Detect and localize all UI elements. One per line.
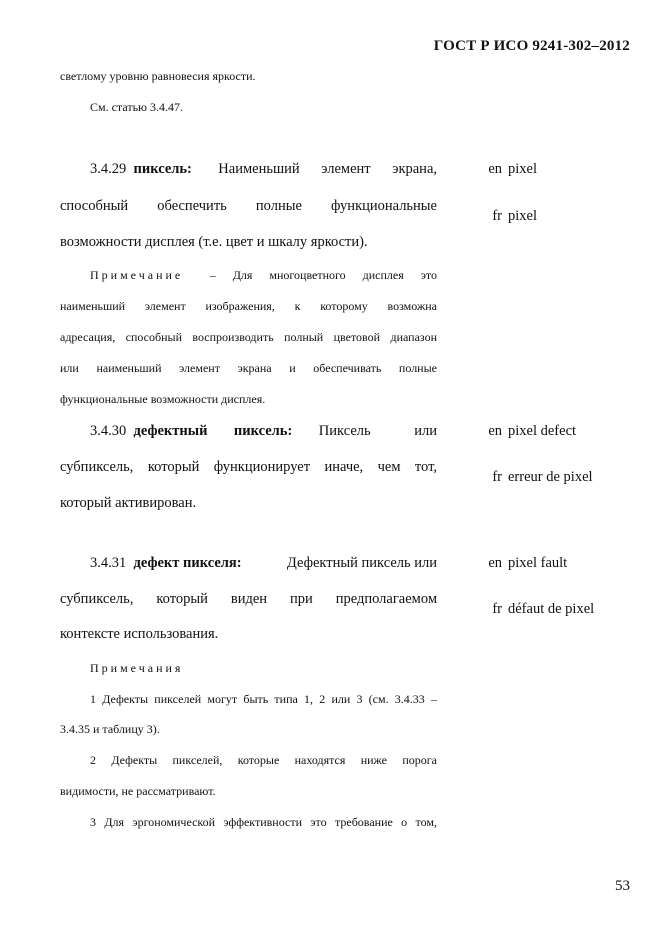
- definition-line: возможности дисплея (т.е. цвет и шкалу яркости).: [60, 234, 368, 250]
- english-term: pixel fault: [508, 555, 568, 571]
- french-term: pixel: [508, 208, 537, 224]
- translation-en: [480, 555, 567, 572]
- continuation-text: светлому уровню равновесия яркости.: [60, 69, 256, 83]
- translation-en: [480, 161, 537, 178]
- definition-line: контексте использования.: [60, 626, 219, 642]
- note-line: адресация, способный воспроизводить полный цветовой диапазон: [60, 330, 437, 344]
- note-label: Примечание: [90, 268, 184, 282]
- note-line: функциональные возможности дисплея.: [60, 392, 266, 406]
- english-term: pixel defect: [508, 423, 577, 439]
- term-3430-line1: [90, 423, 437, 440]
- lang-code: en: [488, 423, 502, 439]
- note-line: видимости, не рассматривают.: [60, 784, 216, 798]
- note-line: наименьший элемент изображения, к которому возможна: [60, 299, 437, 313]
- definition-line: который активирован.: [60, 495, 197, 511]
- definition-line: способный обеспечить полные функциональные: [60, 198, 437, 214]
- translation-fr: [480, 469, 593, 486]
- note-line: 2 Дефекты пикселей, которые находятся ниже порога: [90, 753, 437, 767]
- definition-line: субпиксель, который виден при предполагаемом: [60, 591, 437, 607]
- definition-start: Дефектный пиксель или: [286, 555, 437, 571]
- lang-code: fr: [492, 208, 502, 224]
- note-line: или наименьший элемент экрана и обеспечивать полные: [60, 361, 437, 375]
- english-term: pixel: [508, 161, 537, 177]
- lang-code: fr: [492, 601, 502, 617]
- note-line: 1 Дефекты пикселей могут быть типа 1, 2 или 3 (см. 3.4.33 –: [90, 692, 437, 706]
- term-3431-line1: [90, 555, 437, 572]
- lang-code: en: [488, 555, 502, 571]
- term-name: дефект пикселя:: [133, 555, 242, 571]
- term-number: 3.4.31: [90, 555, 127, 571]
- definition-start: Пиксель или: [318, 423, 437, 439]
- term-name: пиксель:: [233, 423, 293, 439]
- term-name: пиксель:: [133, 161, 192, 177]
- note-line: 3.4.35 и таблицу 3).: [60, 722, 160, 736]
- translation-fr: [480, 208, 537, 225]
- term-number: 3.4.30: [90, 423, 127, 439]
- term-3429-line1: [90, 161, 437, 178]
- note-line: [90, 268, 437, 283]
- lang-code: fr: [492, 469, 502, 485]
- definition-start: Наименьший элемент экрана,: [218, 161, 437, 177]
- standard-header: ГОСТ Р ИСО 9241-302–2012: [433, 38, 630, 54]
- definition-line: субпиксель, который функционирует иначе, чем тот,: [60, 459, 437, 475]
- notes-label: Примечания: [90, 661, 184, 675]
- note-line: 3 Для эргономической эффективности это требование о том,: [90, 815, 437, 829]
- term-number: 3.4.29: [90, 161, 127, 177]
- french-term: erreur de pixel: [508, 469, 593, 485]
- term-name: дефектный: [133, 423, 208, 439]
- page-number: 53: [615, 878, 630, 894]
- translation-en: [480, 423, 576, 440]
- cross-reference: См. статью 3.4.47.: [90, 100, 184, 114]
- note-text: – Для многоцветного дисплея это: [209, 268, 437, 282]
- french-term: défaut de pixel: [508, 601, 595, 617]
- translation-fr: [480, 601, 594, 618]
- lang-code: en: [488, 161, 502, 177]
